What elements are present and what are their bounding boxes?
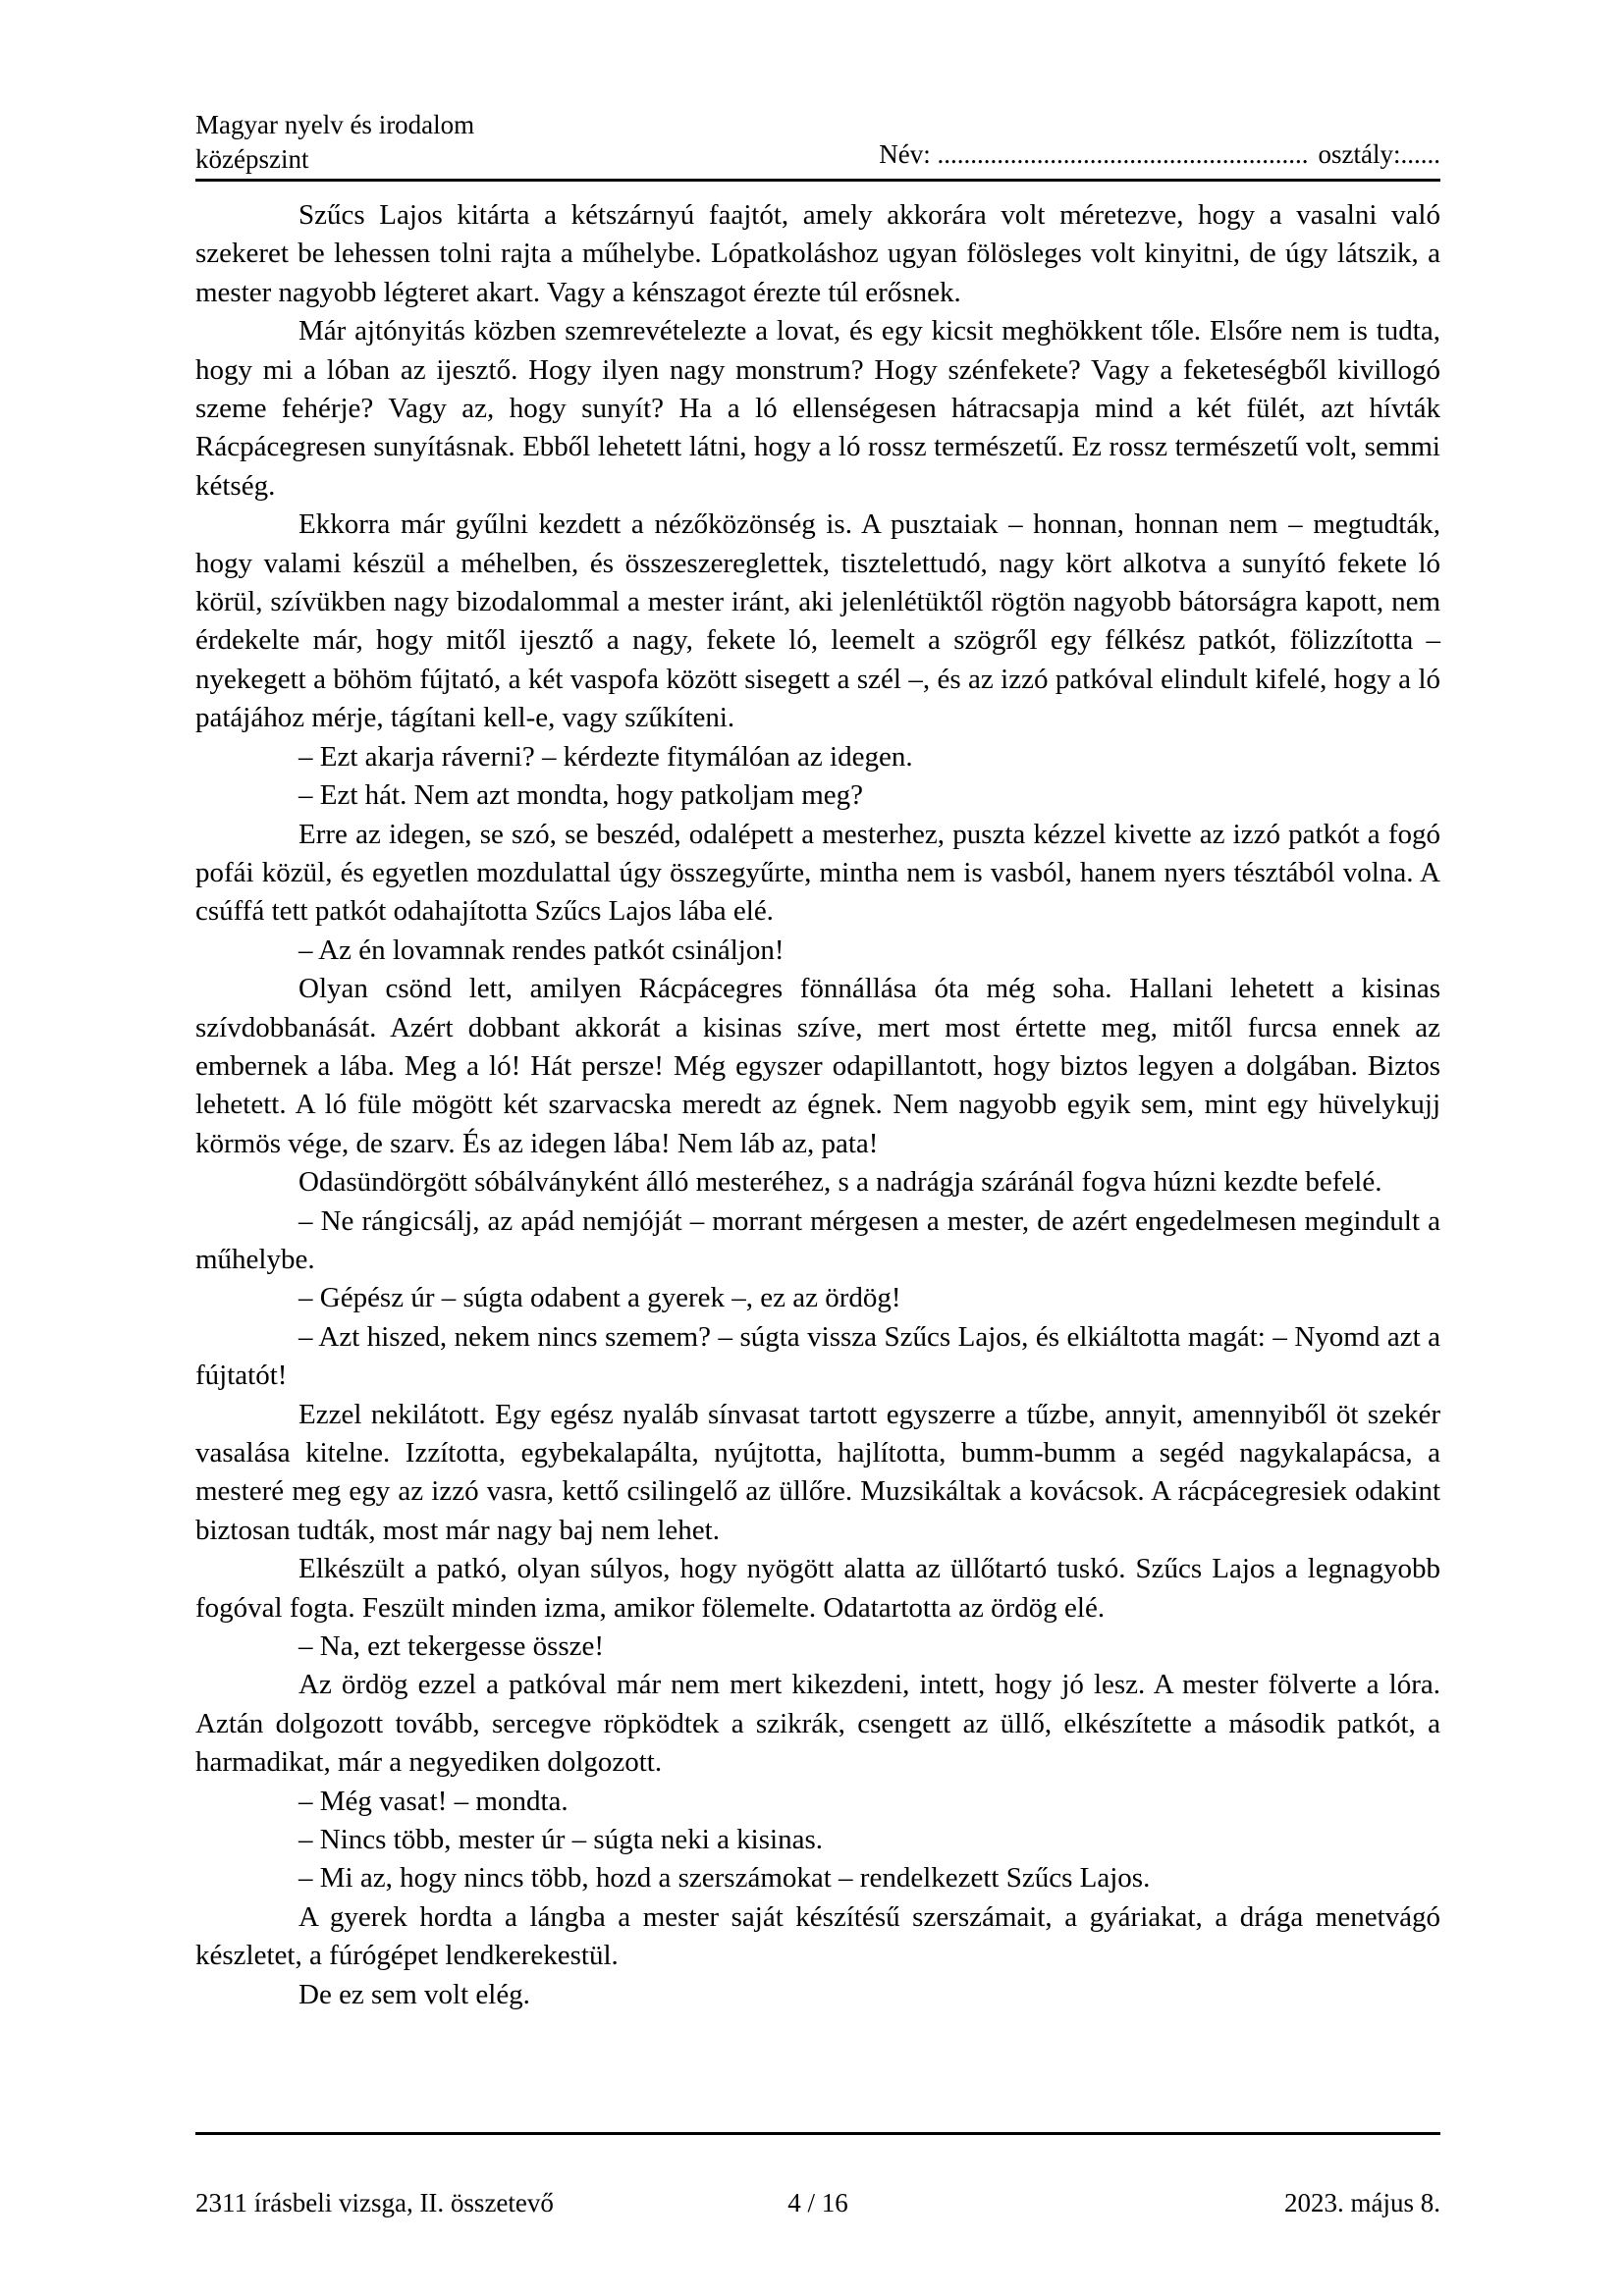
page-footer [195,2185,1440,2220]
paragraph: Szűcs Lajos kitárta a kétszárnyú faajtót, amely akkorára volt méretezve, hogy a vasalni való szekeret be lehessen tolni rajta a műhelybe. Lópatkoláshoz ugyan fölösleges volt kinyitni, de úgy látszik, a mester nagyobb légteret akart. Vagy a kénszagot érezte túl erősnek. [195,199,1440,308]
paragraph: – Mi az, hogy nincs több, hozd a szerszámokat – rendelkezett Szűcs Lajos. [298,1862,1151,1895]
paragraph: De ez sem volt elég. [298,1978,530,2010]
paragraph: – Azt hiszed, nekem nincs szemem? – súgta vissza Szűcs Lajos, és elkiáltotta magát: – Nyomd azt a fújtatót! [195,1320,1440,1392]
paragraph: – Na, ezt tekergesse össze! [298,1630,605,1663]
class-field: osztály:...... [1318,139,1440,169]
paragraph: Ezzel nekilátott. Egy egész nyaláb sínvasat tartott egyszerre a tűzbe, annyit, amennyiből öt szekér vasalása kitelne. Izzította, egybekalapálta, nyújtotta, hajlította, bumm-bumm a segéd nagykalapácsa, a mesteré meg egy az izzó vasra, kettő csilingelő az üllőre. Muzsikáltak a kovácsok. A rácpácegresiek odakint biztosan tudták, most már nagy baj nem lehet. [195,1398,1440,1546]
paragraph: Ekkorra már gyűlni kezdett a nézőközönség is. A pusztaiak – honnan, honnan nem – megtudták, hogy valami készül a méhelben, és összeszereglettek, tisztelettudó, nagy kört alkotva a sunyító fekete ló körül, szívükben nagy bizodalommal a mester iránt, aki jelenlétüktől rögtön nagyobb bátorságra kapott, nem érdekelte már, hogy mitől ijesztő a nagy, fekete ló, leemelt a szögről egy félkész patkót, fölizzította – nyekegett a böhöm fújtató, a két vaspofa között sisegett a szél –, és az izzó patkóval elindult kifelé, hogy a ló patájához mérje, tágítani kell-e, vagy szűkíteni. [195,508,1440,734]
header-subject: Magyar nyelv és irodalom [195,110,475,139]
footer-exam: 2311 írásbeli vizsga, II. összetevő [195,2188,554,2217]
paragraph: – Gépész úr – súgta odabent a gyerek –, ez az ördög! [298,1282,901,1314]
paragraph: Erre az idegen, se szó, se beszéd, odalépett a mesterhez, puszta kézzel kivette az izzó patkót a fogó pofái közül, és egyetlen mozdulattal úgy összegyűrte, mintha nem is vasból, hanem nyers tésztából volna. A csúffá tett patkót odahajította Szűcs Lajos lába elé. [195,818,1440,928]
header-subject-block [195,108,474,177]
header-level: középszint [195,144,309,174]
paragraph: Odasündörgött sóbálványként álló mesteréhez, s a nadrágja száránál fogva húzni kezdte befelé. [298,1166,1382,1199]
paragraph: – Nincs több, mester úr – súgta neki a kisinas. [298,1824,823,1856]
paragraph: Olyan csönd lett, amilyen Rácpácegres fönnállása óta még soha. Hallani lehetett a kisinas szívdobbanását. Azért dobbant akkorát a kisinas szíve, mert most értette meg, mitől furcsa ennek az embernek a lába. Meg a ló! Hát persze! Még egyszer odapillantott, hogy biztos legyen a dolgában. Biztos lehetett. A ló füle mögött két szarvacska meredt az égnek. Nem nagyobb egyik sem, mint egy hüvelykujj körmös vége, de szarv. És az idegen lába! Nem láb az, pata! [195,973,1440,1159]
paragraph: – Ezt akarja ráverni? – kérdezte fitymálóan az idegen. [298,740,913,773]
footer-date: 2023. május 8. [1284,2188,1440,2217]
paragraph: – Még vasat! – mondta. [298,1785,568,1817]
page-header [195,108,1440,182]
paragraph: – Ezt hát. Nem azt mondta, hogy patkoljam meg? [298,779,864,812]
main-text [195,196,1440,2014]
footer-page-number: 4 / 16 [787,2188,848,2217]
name-field: Név: ........................................................ [879,139,1309,169]
footer-divider [195,2132,1440,2135]
paragraph: Az ördög ezzel a patkóval már nem mert kikezdeni, intett, hogy jó lesz. A mester fölverte a lóra. Aztán dolgozott tovább, sercegve röpködtek a szikrák, csengett az üllő, elkészítette a második patkót, a harmadikat, már a negyediken dolgozott. [195,1669,1440,1779]
header-student-fields [879,137,1440,172]
paragraph: – Ne rángicsálj, az apád nemjóját – morrant mérgesen a mester, de azért engedelmesen megindult a műhelybe. [195,1204,1440,1275]
paragraph: – Az én lovamnak rendes patkót csináljon! [298,934,785,966]
paragraph: A gyerek hordta a lángba a mester saját készítésű szerszámait, a gyáriakat, a drága menetvágó készletet, a fúrógépet lendkerekestül. [195,1900,1440,1972]
paragraph: Már ajtónyitás közben szemrevételezte a lovat, és egy kicsit meghökkent tőle. Elsőre nem is tudta, hogy mi a lóban az ijesztő. Hogy ilyen nagy monstrum? Hogy szénfekete? Vagy a feketeségből kivillogó szeme fehérje? Vagy az, hogy sunyít? Ha a ló ellenségesen hátracsapja mind a két fülét, azt hívták Rácpácegresen sunyításnak. Ebből lehetett látni, hogy a ló rossz természetű. Ez rossz természetű volt, semmi kétség. [195,315,1440,502]
paragraph: Elkészült a patkó, olyan súlyos, hogy nyögött alatta az üllőtartó tuskó. Szűcs Lajos a legnagyobb fogóval fogta. Feszült minden izma, amikor fölemelte. Odatartotta az ördög elé. [195,1553,1440,1624]
